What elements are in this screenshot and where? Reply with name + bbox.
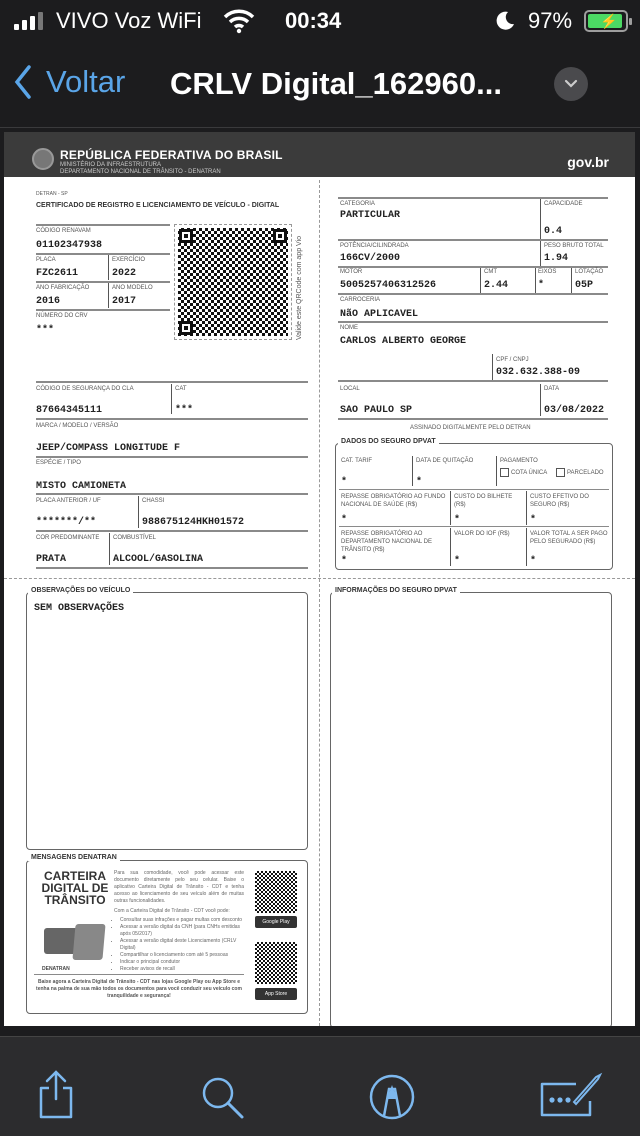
combustivel-value: ALCOOL/GASOLINA — [113, 554, 204, 565]
observacoes-box — [26, 592, 308, 850]
chassi-value: 988675124HKH01572 — [142, 517, 245, 528]
local-value: SAO PAULO SP — [340, 405, 413, 416]
eixos-label: EIXOS — [538, 269, 557, 275]
pdf-page — [4, 132, 635, 1026]
google-play-badge[interactable]: Google Play — [255, 916, 297, 928]
nome-value: CARLOS ALBERTO GEORGE — [340, 336, 467, 347]
battery-percent: 97% — [528, 8, 573, 33]
denatran-repasse-label: REPASSE OBRIGATÓRIO AO DEPARTAMENTO NACIONAL DE TRÂNSITO (R$) — [341, 531, 433, 553]
search-icon[interactable] — [200, 1075, 246, 1121]
cota-unica-checkbox[interactable]: COTA ÚNICA — [500, 468, 547, 477]
iof-label: VALOR DO IOF (R$) — [454, 531, 510, 537]
motor-label: MOTOR — [340, 269, 363, 275]
ministry: MINISTÉRIO DA INFRAESTRUTURA — [60, 162, 162, 168]
clock: 00:34 — [285, 8, 342, 33]
cat-tarif-label: CAT. TARIF — [341, 458, 373, 464]
dpvat-title: DADOS DO SEGURO DPVAT — [338, 438, 439, 445]
lotacao-label: LOTAÇÃO — [575, 269, 604, 275]
peso-value: 1.94 — [544, 253, 569, 264]
custo-bilhete-value: * — [454, 515, 461, 526]
crv-label: NÚMERO DO CRV — [36, 313, 88, 319]
lotacao-value: 05P — [575, 280, 594, 291]
carrier: VIVO Voz WiFi — [56, 8, 202, 33]
msg-paragraph: Para sua comodidade, você pode acessar este documento diretamente pelo seu celular. Baixe o aplicativo Carteira Digital de Trânsito - CDT e tenha acesso ao licenciamento de seu veículo além de muitas outras funcionalidades. — [114, 870, 244, 904]
renavam-label: CÓDIGO RENAVAM — [36, 228, 91, 234]
total-label: VALOR TOTAL A SER PAGO PELO SEGURADO (R$) — [530, 531, 608, 545]
especie-value: MISTO CAMIONETA — [36, 481, 127, 492]
markup-icon[interactable] — [368, 1073, 416, 1121]
chassi-label: CHASSI — [142, 498, 165, 504]
cmt-label: CMT — [484, 269, 497, 275]
cla-label: CÓDIGO DE SEGURANÇA DO CLA — [36, 386, 134, 392]
cpf-label: CPF / CNPJ — [496, 357, 529, 363]
cat-value: *** — [175, 405, 194, 416]
wifi-icon — [222, 8, 256, 34]
back-label: Voltar — [46, 64, 126, 99]
custo-efetivo-label: CUSTO EFETIVO DO SEGURO (R$) — [530, 494, 589, 508]
data-label: DATA — [544, 386, 560, 392]
cdt-phone-illustration — [44, 928, 98, 954]
fold-line-horizontal — [4, 578, 635, 579]
bottom-toolbar — [0, 1036, 640, 1136]
potencia-label: POTÊNCIA/CILINDRADA — [340, 243, 409, 249]
crv-value: *** — [36, 325, 55, 336]
denatran-logo: DENATRAN — [42, 966, 70, 972]
cmt-value: 2.44 — [484, 280, 509, 291]
carroceria-label: CARROCERIA — [340, 297, 381, 303]
republic-title: REPÚBLICA FEDERATIVA DO BRASIL — [60, 148, 283, 162]
chevron-down-icon — [564, 79, 578, 89]
signature-icon[interactable] — [538, 1071, 604, 1121]
cat-label: CAT — [175, 386, 187, 392]
app-store-qr — [255, 942, 297, 984]
cor-value: PRATA — [36, 554, 67, 565]
denatran-repasse-value: * — [341, 556, 348, 567]
gov-logo: gov.br — [567, 154, 609, 170]
total-value: * — [530, 556, 537, 567]
capacidade-value: 0.4 — [544, 226, 563, 237]
ano-fabricacao-label: ANO FABRICAÇÃO — [36, 285, 90, 291]
app-store-badge[interactable]: App Store — [255, 988, 297, 1000]
signal-icon — [14, 12, 43, 30]
placa-anterior-value: *******/** — [36, 517, 97, 528]
exercicio-value: 2022 — [112, 268, 137, 279]
observacoes-title: OBSERVAÇÕES DO VEÍCULO — [28, 587, 133, 594]
fns-label: REPASSE OBRIGATÓRIO AO FUNDO NACIONAL DE SAÚDE (R$) — [341, 494, 446, 508]
exercicio-label: EXERCÍCIO — [112, 257, 146, 263]
qr-code — [174, 224, 292, 340]
msg-paragraph-2: Com a Carteira Digital de Trânsito - CDT você pode: — [114, 908, 230, 914]
marca-label: MARCA / MODELO / VERSÃO — [36, 423, 119, 429]
combustivel-label: COMBUSTÍVEL — [113, 535, 157, 541]
document-header — [4, 132, 635, 177]
signed-note: ASSINADO DIGITALMENTE PELO DETRAN — [410, 425, 531, 431]
custo-bilhete-label: CUSTO DO BILHETE (R$) — [454, 494, 513, 508]
back-button[interactable] — [14, 64, 125, 100]
fold-line-vertical — [319, 180, 320, 1026]
data-value: 03/08/2022 — [544, 405, 605, 416]
chevron-left-icon — [14, 64, 32, 100]
department: DEPARTAMENTO NACIONAL DE TRÂNSITO - DENATRAN — [60, 169, 221, 175]
title-menu-button[interactable] — [554, 67, 588, 101]
google-play-qr — [255, 871, 297, 913]
iof-value: * — [454, 556, 461, 567]
placa-label: PLACA — [36, 257, 56, 263]
document-title: CRLV Digital_162960... — [170, 66, 502, 101]
moon-icon — [496, 10, 516, 30]
cat-tarif-value: * — [341, 477, 348, 488]
capacidade-label: CAPACIDADE — [544, 201, 583, 207]
nome-label: NOME — [340, 325, 358, 331]
fns-value: * — [341, 515, 348, 526]
pagamento-label: PAGAMENTO — [500, 458, 538, 464]
cdt-logo: CARTEIRA DIGITAL DE TRÂNSITO — [41, 869, 109, 907]
status-bar — [0, 0, 640, 42]
categoria-label: CATEGORIA — [340, 201, 375, 207]
quitacao-label: DATA DE QUITAÇÃO — [416, 458, 474, 464]
motor-value: 5005257406312526 — [340, 280, 437, 291]
detran-label: DETRAN - SP — [36, 191, 68, 197]
qr-note: Valide este QRCode com app Vio — [296, 235, 303, 340]
brasil-emblem — [32, 148, 54, 170]
categoria-value: PARTICULAR — [340, 210, 401, 221]
placa-anterior-label: PLACA ANTERIOR / UF — [36, 498, 101, 504]
msg-footer: Baixe agora a Carteira Digital de Trânsito - CDT nas lojas Google Play ou App Store e tenha na palma de sua mão todos os documentos para você conduzir seu veículo com tranquilidade e segurança! — [36, 979, 242, 999]
cla-value: 87664345111 — [36, 405, 103, 416]
msg-bullets: • Consultar suas infrações e pagar multas com desconto • Acessar a versão digital da CNH (para CNHs emitidas após 05/2017) • Acessar a versão digital deste Licenciamento (CRLV Digital) • Compartilhar o licenciamento com até 5 pessoas • Indicar o principal condutor • Receber avisos de recall — [120, 917, 244, 973]
battery-icon: ⚡ — [584, 10, 628, 32]
info-dpvat-title: INFORMAÇÕES DO SEGURO DPVAT — [332, 587, 460, 594]
pdf-viewer[interactable] — [0, 128, 640, 1036]
mensagens-title: MENSAGENS DENATRAN — [28, 854, 120, 861]
ano-modelo-label: ANO MODELO — [112, 285, 153, 291]
carroceria-value: NãO APLICAVEL — [340, 309, 419, 320]
info-dpvat-box — [330, 592, 612, 1026]
especie-label: ESPÉCIE / TIPO — [36, 460, 81, 466]
placa-value: FZC2611 — [36, 268, 79, 279]
cor-label: COR PREDOMINANTE — [36, 535, 100, 541]
ano-fabricacao-value: 2016 — [36, 296, 61, 307]
quitacao-value: * — [416, 477, 423, 488]
cpf-value: 032.632.388-09 — [496, 367, 581, 378]
potencia-value: 166CV/2000 — [340, 253, 401, 264]
local-label: LOCAL — [340, 386, 360, 392]
share-icon[interactable] — [36, 1069, 76, 1119]
doc-title: CERTIFICADO DE REGISTRO E LICENCIAMENTO DE VEÍCULO - DIGITAL — [36, 202, 280, 209]
renavam-value: 01102347938 — [36, 240, 103, 251]
peso-label: PESO BRUTO TOTAL — [544, 243, 604, 249]
nav-bar — [0, 50, 640, 128]
ano-modelo-value: 2017 — [112, 296, 137, 307]
eixos-value: * — [538, 280, 545, 291]
marca-value: JEEP/COMPASS LONGITUDE F — [36, 443, 181, 454]
observacoes-value: SEM OBSERVAÇÕES — [34, 603, 125, 614]
custo-efetivo-value: * — [530, 515, 537, 526]
parcelado-checkbox[interactable]: PARCELADO — [556, 468, 604, 477]
